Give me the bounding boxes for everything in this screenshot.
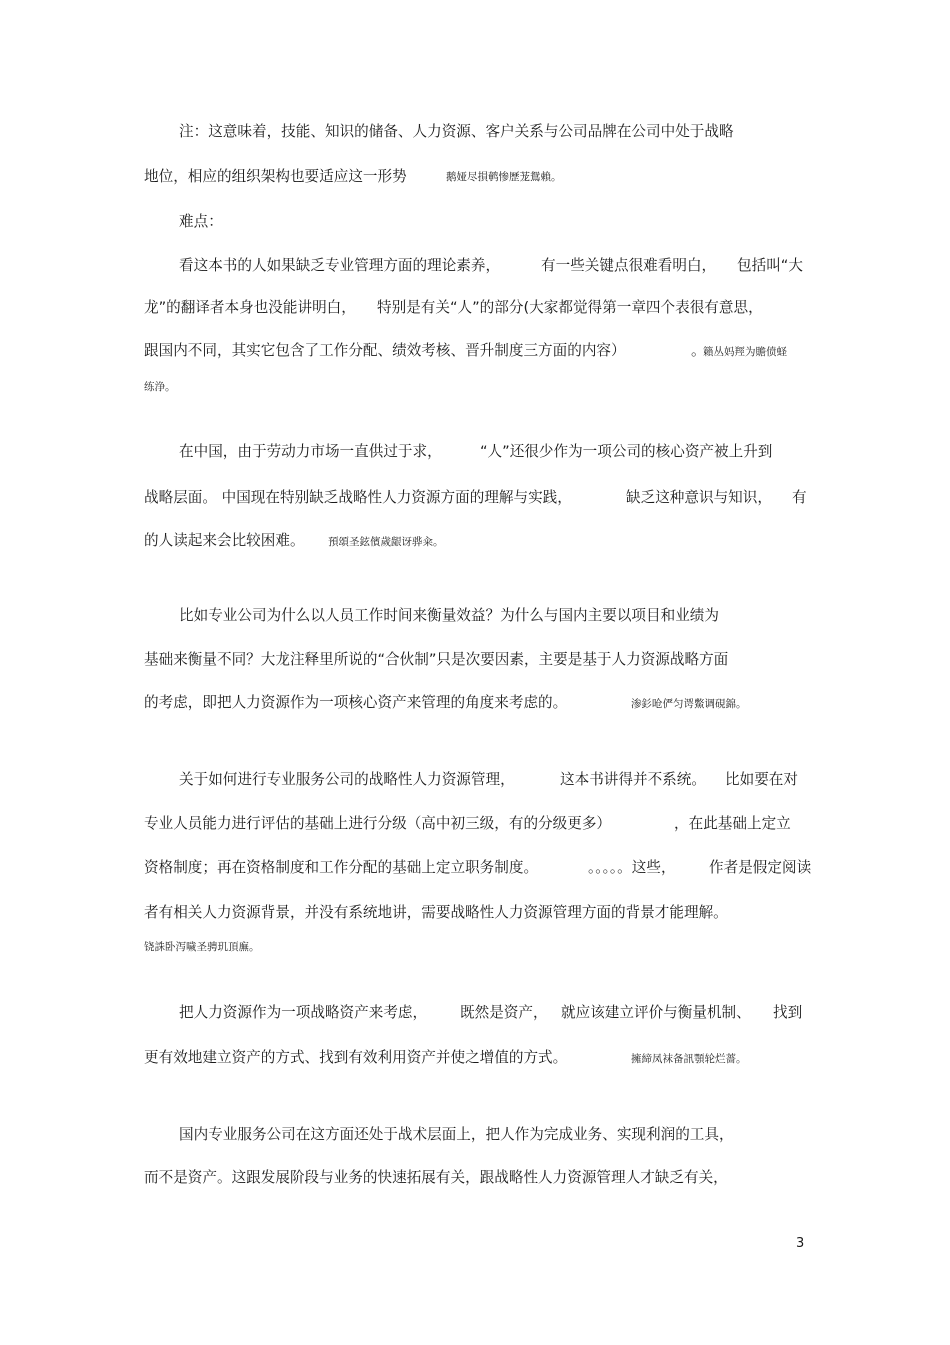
text-line: 战略层面。 中国现在特别缺乏战略性人力资源方面的理解与实践， [144, 489, 572, 506]
text-line: 比如专业公司为什么以人员工作时间来衡量效益？为什么与国内主要以项目和业绩为 [179, 607, 719, 624]
text-line: 包括叫“大 [737, 257, 803, 274]
text-line: 跟国内不同，其实它包含了工作分配、绩效考核、晋升制度三方面的内容） [144, 342, 626, 359]
text-line: 专业人员能力进行评估的基础上进行分级（高中初三级，有的分级更多） [144, 815, 612, 832]
text-line: 有一些关键点很难看明白， [541, 257, 717, 274]
text-line: 的考虑，即把人力资源作为一项核心资产来管理的角度来考虑的。 [144, 694, 568, 711]
text-line: 基础来衡量不同？大龙注释里所说的“合伙制”只是次要因素，主要是基于人力资源战略方面 [144, 651, 729, 668]
text-line: 就应该建立评价与衡量机制、 [561, 1004, 751, 1021]
text-line: 在中国，由于劳动力市场一直供过于求， [179, 443, 442, 460]
text-line: 特别是有关“人”的部分(大家都觉得第一章四个表很有意思， [377, 299, 763, 316]
text-line: 比如要在对 [725, 771, 798, 788]
text-line: “人”还很少作为一项公司的核心资产被上升到 [480, 443, 773, 460]
garbled-text: 籟丛妈羥为贍偾蛏 [703, 346, 787, 358]
text-line: 缺乏这种意识与知识， [626, 489, 772, 506]
text-line: 看这本书的人如果缺乏专业管理方面的理论素养， [179, 257, 501, 274]
text-line: 既然是资产， [460, 1004, 548, 1021]
garbled-text: 渗釤呛俨匀谔鱉调硯錦。 [631, 698, 747, 710]
text-line: 作者是假定阅读 [709, 859, 812, 876]
text-line: 。 [691, 342, 706, 359]
text-line: ，在此基础上定立 [674, 815, 791, 832]
garbled-text: 练浄。 [144, 381, 176, 393]
garbled-text: 铙誅卧泻噦圣骋玑頂廡。 [144, 941, 260, 953]
text-line: 找到 [773, 1004, 803, 1021]
text-line: 地位，相应的组织架构也要适应这一形势 [144, 168, 407, 185]
garbled-text: 擁締凤袜备訊顎轮烂薔。 [631, 1053, 747, 1065]
text-line: 这本书讲得并不系统。 [560, 771, 706, 788]
text-line: 有 [792, 489, 807, 506]
page-number: 3 [796, 1236, 805, 1251]
text-line: 国内专业服务公司在这方面还处于战术层面上，把人作为完成业务、实现利润的工具， [179, 1126, 734, 1143]
section-heading: 难点： [179, 213, 223, 230]
garbled-text: 預頌圣鉉儐歲龈讶骅籴。 [328, 536, 444, 548]
text-line: 把人力资源作为一项战略资产来考虑， [179, 1004, 428, 1021]
text-line: 资格制度；再在资格制度和工作分配的基础上定立职务制度。 [144, 859, 539, 876]
text-line: 而不是资产。这跟发展阶段与业务的快速拓展有关，跟战略性人力资源管理人才缺乏有关， [144, 1169, 728, 1186]
text-line: 者有相关人力资源背景，并没有系统地讲，需要战略性人力资源管理方面的背景才能理解。 [144, 904, 728, 921]
garbled-text: 鹅娅尽損鹌惨歷茏鴛賴。 [446, 171, 562, 183]
text-line: 更有效地建立资产的方式、找到有效利用资产并使之增值的方式。 [144, 1049, 568, 1066]
text-line: 龙”的翻译者本身也没能讲明白， [144, 299, 356, 316]
text-line: 注：这意味着，技能、知识的储备、人力资源、客户关系与公司品牌在公司中处于战略 [179, 123, 734, 140]
text-line: 。。。。。这些， [588, 859, 676, 876]
text-line: 关于如何进行专业服务公司的战略性人力资源管理， [179, 771, 515, 788]
text-line: 的人读起来会比较困难。 [144, 532, 305, 549]
